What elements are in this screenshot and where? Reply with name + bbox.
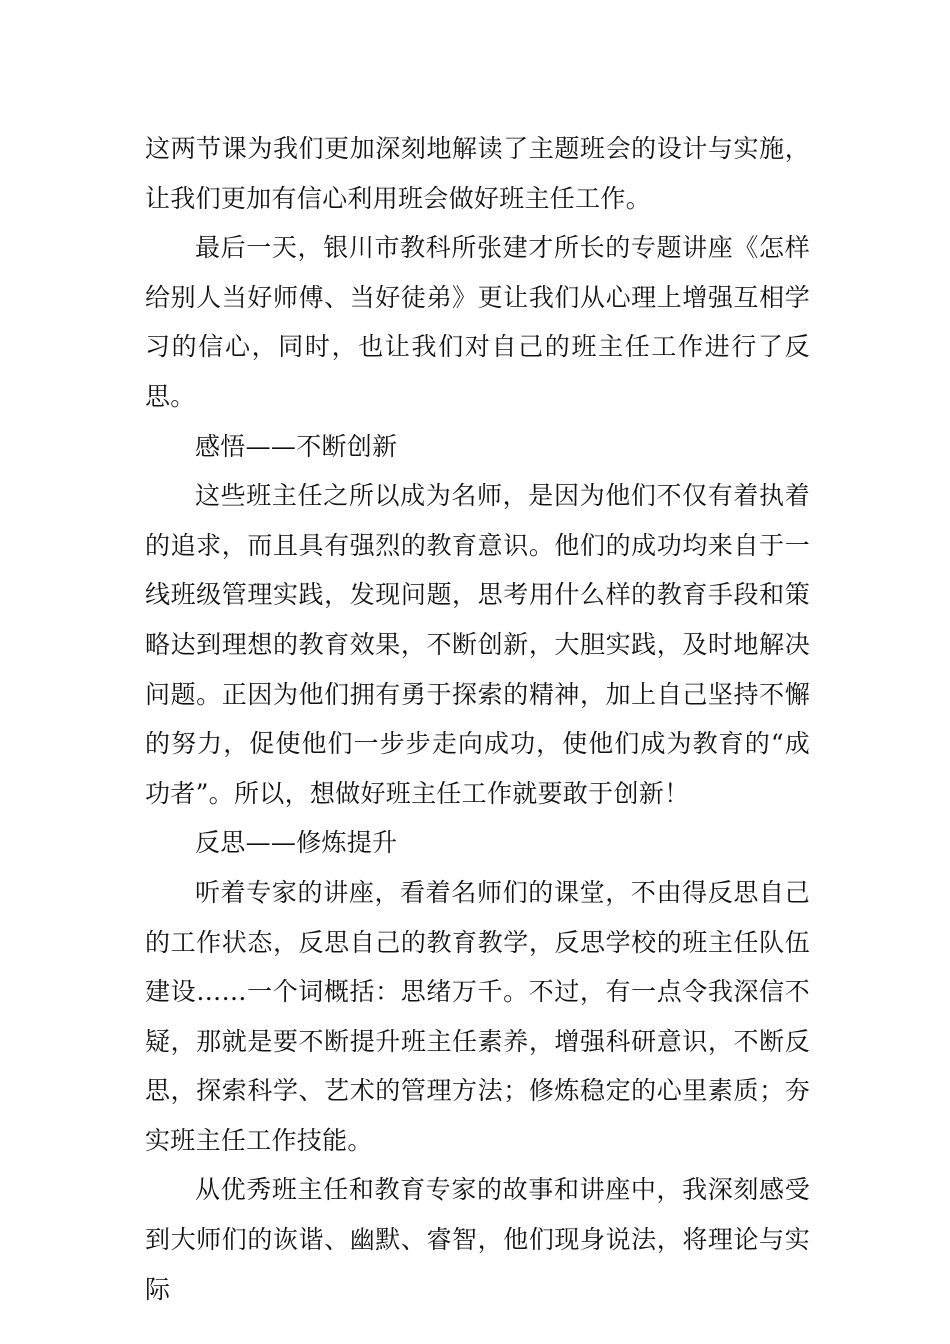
section-heading-innovation: 感悟——不断创新 (195, 431, 398, 461)
document-body (145, 124, 810, 1314)
paragraph-experts: 从优秀班主任和教育专家的故事和讲座中，我深刻感受到大师们的诙谐、幽默、睿智，他们现身说法，将理论与实际 (145, 1175, 810, 1304)
paragraph-intro-continued: 这两节课为我们更加深刻地解读了主题班会的设计与实施，让我们更加有信心利用班会做好班主任工作。 (145, 134, 810, 213)
section-heading-reflection: 反思——修炼提升 (195, 828, 398, 858)
paragraph-reflection: 听着专家的讲座，看着名师们的课堂，不由得反思自己的工作状态，反思自己的教育教学，反思学校的班主任队伍建设……一个词概括：思绪万千。不过，有一点令我深信不疑，那就是要不断提升班主任素养，增强科研意识，不断反思，探索科学、艺术的管理方法；修炼稳定的心里素质；夯实班主任工作技能。 (145, 877, 810, 1155)
paragraph-innovation: 这些班主任之所以成为名师，是因为他们不仅有着执着的追求，而且具有强烈的教育意识。他们的成功均来自于一线班级管理实践，发现问题，思考用什么样的教育手段和策略达到理想的教育效果，不断创新，大胆实践，及时地解决问题。正因为他们拥有勇于探索的精神，加上自己坚持不懈的努力，促使他们一步步走向成功，使他们成为教育的“成功者”。所以，想做好班主任工作就要敢于创新！ (145, 481, 810, 808)
paragraph-last-day-lecture: 最后一天，银川市教科所张建才所长的专题讲座《怎样给别人当好师傅、当好徒弟》更让我们从心理上增强互相学习的信心，同时，也让我们对自己的班主任工作进行了反思。 (145, 233, 810, 411)
